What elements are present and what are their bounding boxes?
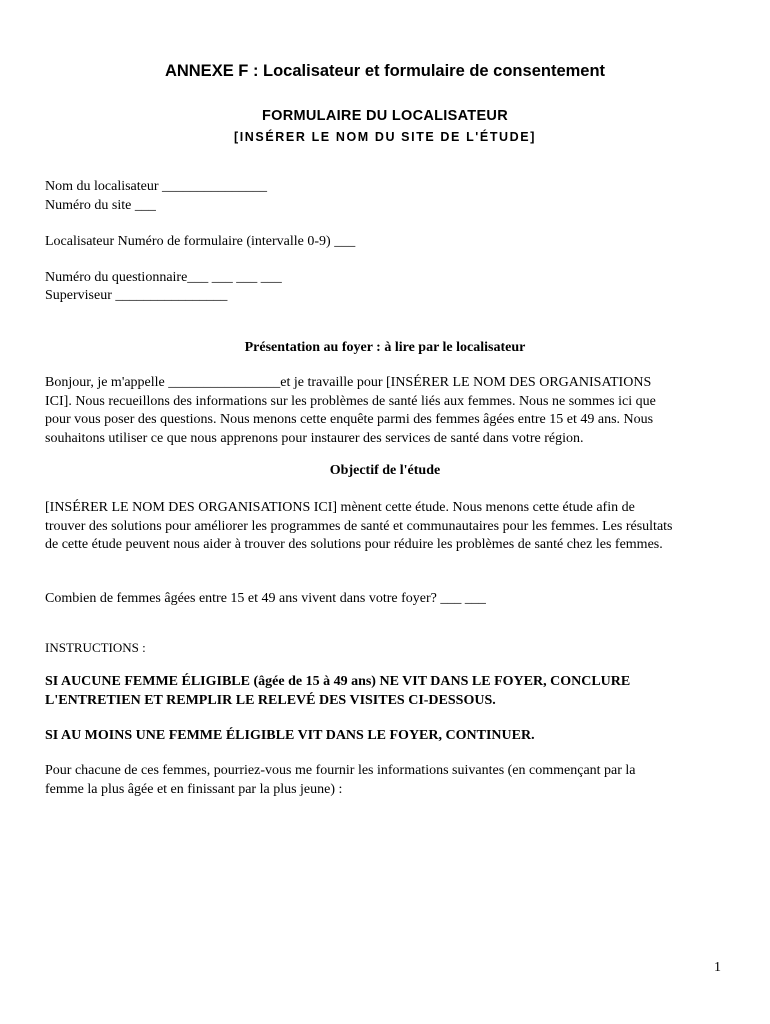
site-number-field: Numéro du site ___ (45, 198, 156, 213)
instructions-label: INSTRUCTIONS : (45, 640, 146, 655)
paragraph-line: de cette étude peuvent nous aider à trouver des solutions pour réduire les problèmes de santé chez les femmes. (45, 537, 663, 552)
questionnaire-number-field: Numéro du questionnaire___ ___ ___ ___ (45, 270, 282, 285)
paragraph-line: Pour chacune de ces femmes, pourriez-vous me fournir les informations suivantes (en commençant par la (45, 763, 636, 778)
paragraph-line: souhaitons utiliser ce que nous apprenons pour instaurer des services de santé dans votre région. (45, 430, 584, 446)
paragraph-line: femme la plus âgée et en finissant par la plus jeune) : (45, 781, 343, 797)
paragraph-line: [INSÉRER LE NOM DES ORGANISATIONS ICI] mènent cette étude. Nous menons cette étude afin de (45, 500, 635, 515)
paragraph-line: trouver des solutions pour améliorer les programmes de santé et communautaires pour les femmes. Les résultats (45, 518, 673, 534)
women-count-question: Combien de femmes âgées entre 15 et 49 ans vivent dans votre foyer? ___ ___ (45, 591, 486, 606)
page-number: 1 (714, 960, 721, 975)
presentation-paragraph (45, 374, 735, 448)
paragraph-line: ICI]. Nous recueillons des informations sur les problèmes de santé liés aux femmes. Nous ne sommes ici que (45, 393, 656, 409)
objective-paragraph (45, 499, 735, 555)
instructions-closing-paragraph (45, 762, 735, 799)
site-name-placeholder: [INSÉRER LE NOM DU SITE DE L'ÉTUDE] (233, 130, 537, 144)
instruction-rule-no-eligible (45, 673, 735, 710)
localisateur-name-field: Nom du localisateur _______________ (45, 179, 268, 194)
paragraph-line: L'ENTRETIEN ET REMPLIR LE RELEVÉ DES VISITES CI-DESSOUS. (45, 692, 496, 708)
form-number-field: Localisateur Numéro de formulaire (intervalle 0-9) ___ (45, 234, 356, 249)
supervisor-field: Superviseur ________________ (45, 288, 228, 303)
paragraph-line: SI AUCUNE FEMME ÉLIGIBLE (âgée de 15 à 49 ans) NE VIT DANS LE FOYER, CONCLURE (45, 674, 631, 689)
paragraph-line: Bonjour, je m'appelle ________________et je travaille pour [INSÉRER LE NOM DES ORGANISATIONS (45, 375, 652, 390)
form-subtitle: FORMULAIRE DU LOCALISATEUR (262, 108, 508, 124)
instruction-rule-continue: SI AU MOINS UNE FEMME ÉLIGIBLE VIT DANS LE FOYER, CONTINUER. (45, 728, 535, 743)
presentation-heading: Présentation au foyer : à lire par le localisateur (244, 340, 526, 355)
paragraph-line: pour vous poser des questions. Nous menons cette enquête parmi des femmes âgées entre 15 et 49 ans. Nous (45, 412, 654, 427)
document-title: ANNEXE F : Localisateur et formulaire de consentement (164, 62, 606, 80)
objective-heading: Objectif de l'étude (329, 463, 441, 478)
